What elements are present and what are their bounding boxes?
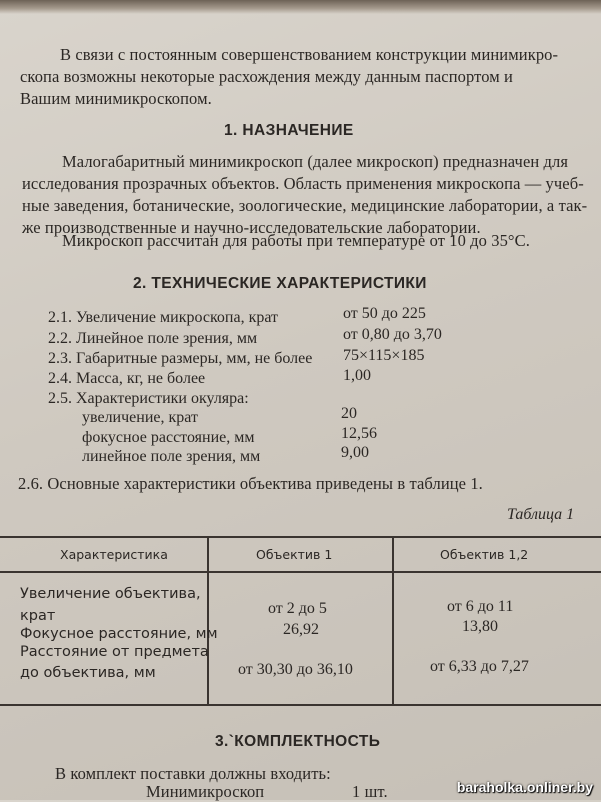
table-cell: от 2 до 5 xyxy=(268,600,327,617)
spec-value: 1,00 xyxy=(343,367,371,384)
table-caption: Таблица 1 xyxy=(507,506,575,523)
spec-value: 75×115×185 xyxy=(343,347,425,364)
eyepiece-value: 9,00 xyxy=(341,444,369,461)
section-1-line: исследования прозрачных объектов. Область применения микроскопа — учеб- xyxy=(22,174,584,193)
spec-label: 2.5. Характеристики окуляра: xyxy=(48,390,249,407)
section-1-line: Малогабаритный минимикроскоп (далее микроскоп) предназначен для xyxy=(62,152,569,171)
table-header-objective-1-2: Объектив 1,2 xyxy=(440,547,529,562)
table-column-divider xyxy=(207,536,209,706)
table-cell: крат xyxy=(20,608,56,624)
eyepiece-value: 12,56 xyxy=(341,425,377,442)
table-column-divider xyxy=(392,536,394,706)
eyepiece-value: 20 xyxy=(341,405,357,422)
table-cell: от 30,30 до 36,10 xyxy=(238,661,353,678)
section-2-title: 2. ТЕХНИЧЕСКИЕ ХАРАКТЕРИСТИКИ xyxy=(133,275,427,292)
section-1-title: 1. НАЗНАЧЕНИЕ xyxy=(224,122,354,139)
section-1-line: ные заведения, ботанические, зоологические, медицинские лаборатории, а так- xyxy=(22,196,588,215)
intro-line-2: скопа возможны некоторые расхождения между данным паспортом и xyxy=(20,67,513,86)
spec-label: 2.2. Линейное поле зрения, мм xyxy=(48,330,258,347)
section-1-line: Микроскоп рассчитан для работы при температуре от 10 до 35°C. xyxy=(62,231,530,250)
spec-label: 2.1. Увеличение микроскопа, крат xyxy=(48,309,279,326)
eyepiece-label: увеличение, крат xyxy=(82,409,198,426)
kit-item-qty: 1 шт. xyxy=(352,782,388,801)
table-cell: от 6,33 до 7,27 xyxy=(430,658,529,675)
kit-item-name: Минимикроскоп xyxy=(146,782,265,801)
spec-value: от 50 до 225 xyxy=(343,305,426,322)
spec-label: 2.4. Масса, кг, не более xyxy=(48,370,206,387)
section-3-title: 3.`КОМПЛЕКТНОСТЬ xyxy=(215,733,381,750)
table-reference-note: 2.6. Основные характеристики объектива приведены в таблице 1. xyxy=(18,474,483,493)
page-top-edge xyxy=(0,0,601,14)
table-header-objective-1: Объектив 1 xyxy=(256,547,333,562)
section-1-line: же производственные и научно-исследовательские лаборатории. xyxy=(22,218,481,237)
table-header-characteristic: Характеристика xyxy=(60,547,168,562)
table-cell: от 6 до 11 xyxy=(447,598,514,615)
table-cell: Расстояние от предмета xyxy=(20,644,209,660)
section-3-line: В комплект поставки должны входить: xyxy=(55,764,331,783)
intro-line-3: Вашим минимикроскопом. xyxy=(20,89,212,108)
table-cell: 13,80 xyxy=(462,618,498,635)
characteristics-table xyxy=(0,536,601,706)
table-cell: Увеличение объектива, xyxy=(20,586,201,602)
table-cell: до объектива, мм xyxy=(20,665,156,681)
intro-line-1: В связи с постоянным совершенствованием конструкции минимикро- xyxy=(60,45,559,64)
table-top-rule xyxy=(0,536,601,538)
table-header-rule xyxy=(0,571,601,573)
eyepiece-label: фокусное расстояние, мм xyxy=(82,429,255,446)
spec-value: от 0,80 до 3,70 xyxy=(343,326,442,343)
table-cell: 26,92 xyxy=(283,621,319,638)
source-watermark: baraholka.onliner.by xyxy=(456,779,593,795)
spec-label: 2.3. Габаритные размеры, мм, не более xyxy=(48,350,313,367)
table-cell: Фокусное расстояние, мм xyxy=(20,626,218,642)
table-bottom-rule xyxy=(0,704,601,706)
eyepiece-label: линейное поле зрения, мм xyxy=(82,448,261,465)
